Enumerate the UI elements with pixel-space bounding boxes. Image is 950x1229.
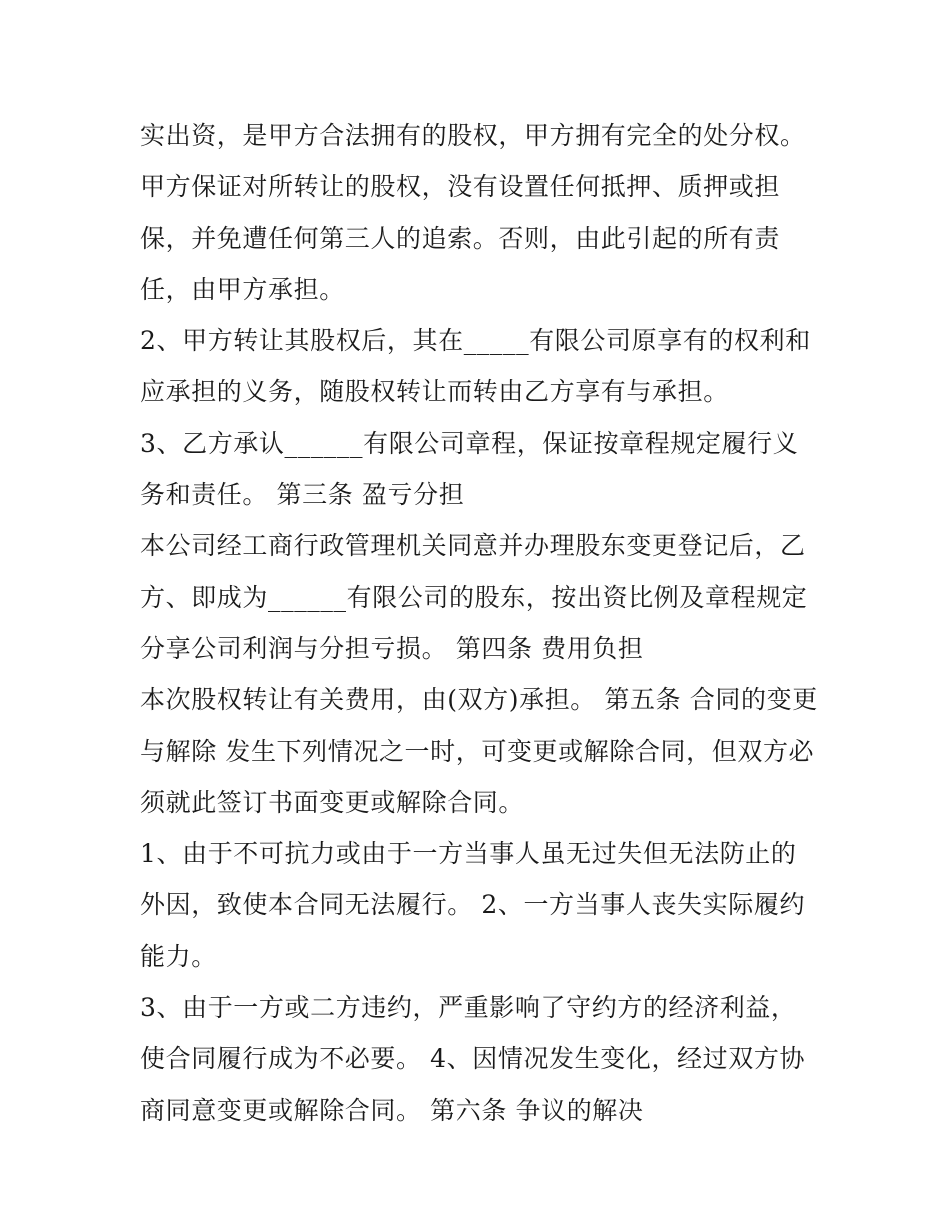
paragraph-rights-transfer: 2、甲方转让其股权后，其在_____有限公司原享有的权利和应承担的义务，随股权转让而转由乙方享有与承担。 bbox=[140, 326, 811, 407]
paragraph-breach-and-dispute: 3、由于一方或二方违约，严重影响了守约方的经济利益，使合同履行成为不必要。 4、因情况发生变化，经过双方协商同意变更或解除合同。 第六条 争议的解决 bbox=[140, 993, 806, 1125]
paragraph-force-majeure: 1、由于不可抗力或由于一方当事人虽无过失但无法防止的外因，致使本合同无法履行。 2、一方当事人丧失实际履约能力。 bbox=[140, 839, 806, 971]
document-body bbox=[140, 110, 820, 1136]
paragraph-equity-guarantee: 实出资，是甲方合法拥有的股权，甲方拥有完全的处分权。甲方保证对所转让的股权，没有设置任何抵押、质押或担保，并免遭任何第三人的追索。否则，由此引起的所有责任，由甲方承担。 bbox=[140, 121, 806, 304]
paragraph-fees-and-termination: 本次股权转让有关费用，由(双方)承担。 第五条 合同的变更与解除 发生下列情况之一时，可变更或解除合同，但双方必须就此签订书面变更或解除合同。 bbox=[140, 685, 818, 817]
paragraph-profit-loss-sharing: 本公司经工商行政管理机关同意并办理股东变更登记后，乙方、即成为______有限公司的股东，按出资比例及章程规定分享公司利润与分担亏损。 第四条 费用负担 bbox=[140, 531, 808, 663]
paragraph-articles-acceptance: 3、乙方承认______有限公司章程，保证按章程规定履行义务和责任。 第三条 盈亏分担 bbox=[140, 428, 799, 510]
